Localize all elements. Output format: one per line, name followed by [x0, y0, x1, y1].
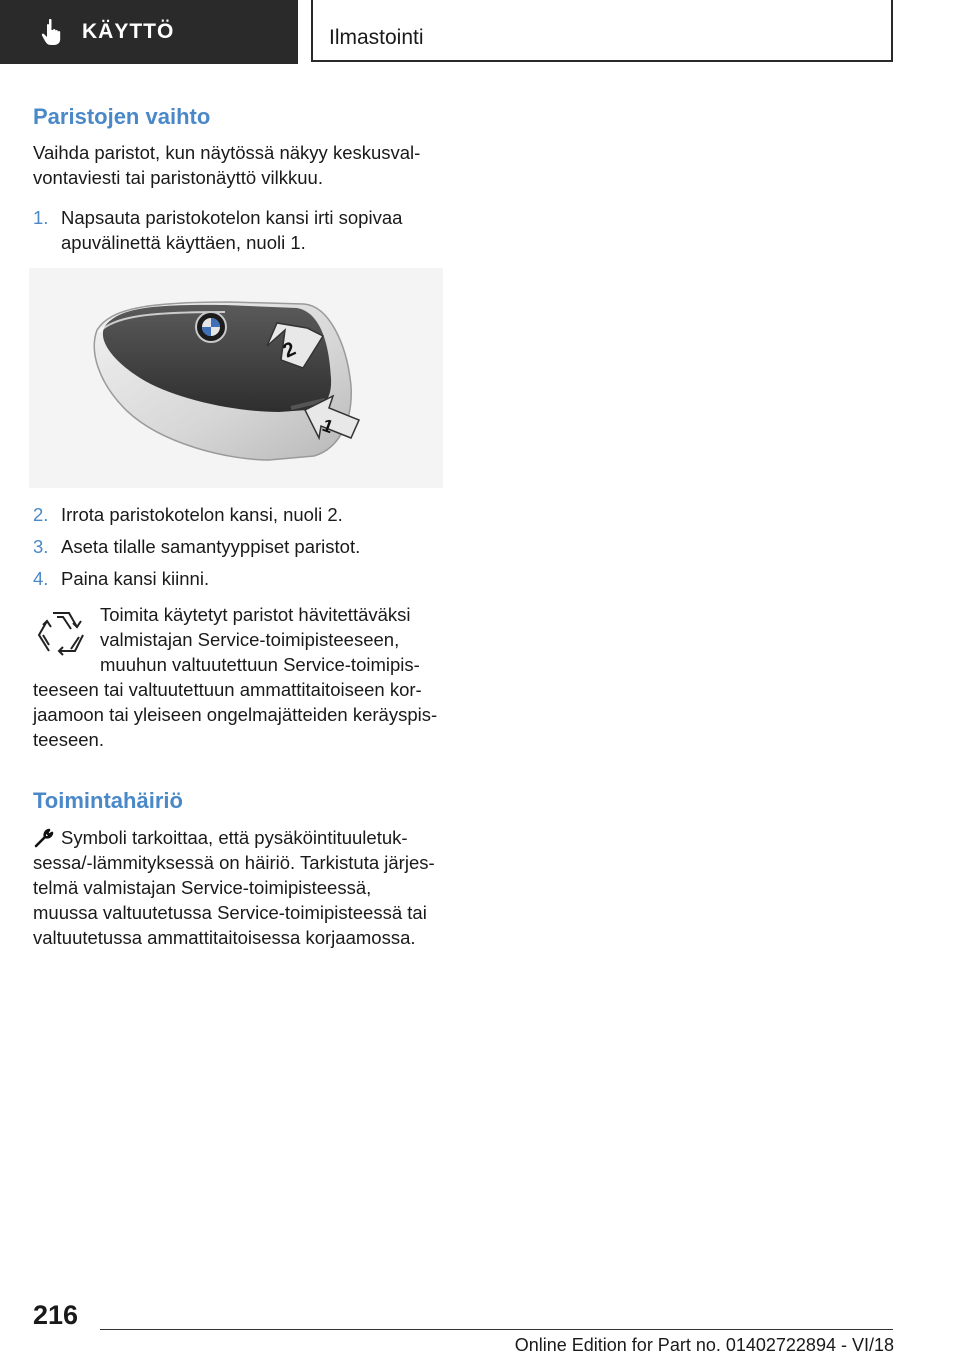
edition-note: Online Edition for Part no. 01402722894 - VI/18: [514, 1335, 894, 1355]
malfunction-line-2: sessa/-lämmityksessä on häiriö. Tarkistuta järjes-: [33, 852, 435, 873]
disposal-line-3: muuhun valtuutettuun Service-toimipis-: [100, 654, 420, 675]
battery-intro: [33, 140, 453, 190]
malfunction-line-3: telmä valmistajan Service-toimipisteessä,: [33, 877, 372, 898]
step-1: [33, 205, 453, 255]
disposal-line-4: teeseen tai valtuutettuun ammattitaitoiseen kor-: [33, 679, 422, 700]
section-header: [311, 0, 893, 62]
step-1-line-1: Napsauta paristokotelon kansi irti sopivaa: [61, 207, 403, 228]
step-text: Aseta tilalle samantyyppiset paristot.: [61, 536, 361, 557]
battery-intro-line-2: vontaviesti tai paristonäyttö vilkkuu.: [33, 167, 323, 188]
disposal-line-2: valmistajan Service-toimipisteeseen,: [100, 629, 400, 650]
key-fob-drawing: [29, 268, 443, 488]
pointing-hand-icon: [38, 17, 68, 47]
malfunction-line-1: Symboli tarkoittaa, että pysäköintituuletuk-: [61, 827, 408, 848]
step-text: Irrota paristokotelon kansi, nuoli 2.: [61, 504, 343, 525]
page-number: 216: [33, 1300, 79, 1330]
step-2: [33, 502, 453, 527]
disposal-line-6: teeseen.: [33, 729, 104, 750]
step-number: 1.: [33, 207, 49, 228]
step-text: [61, 205, 453, 255]
step-number: 4.: [33, 568, 49, 589]
battery-intro-line-1: Vaihda paristot, kun näytössä näkyy keskusval-: [33, 142, 421, 163]
battery-heading: Paristojen vaihto: [33, 104, 211, 129]
malfunction-line-5: valtuutetussa ammattitaitoisessa korjaamossa.: [33, 927, 416, 948]
malfunction-heading: Toimintahäiriö: [33, 788, 183, 813]
chapter-tab-label: KÄYTTÖ: [82, 20, 175, 43]
step-text: Paina kansi kiinni.: [61, 568, 210, 589]
disposal-line-5: jaamoon tai yleiseen ongelmajätteiden keräyspis-: [33, 704, 438, 725]
arrow-2-label: 2: [279, 337, 300, 363]
malfunction-line-4: muussa valtuutetussa Service-toimipisteessä tai: [33, 902, 427, 923]
chapter-tab[interactable]: [0, 0, 298, 64]
arrow-1-label: 1: [319, 414, 336, 438]
malfunction-text: [33, 825, 453, 950]
step-number: 3.: [33, 536, 49, 557]
disposal-note: [33, 602, 453, 752]
footer-divider: [100, 1329, 893, 1330]
key-fob-illustration: [29, 268, 443, 488]
step-3: [33, 534, 453, 559]
section-title: Ilmastointi: [329, 26, 424, 49]
step-4: [33, 566, 453, 591]
step-1-line-2: apuvälinettä käyttäen, nuoli 1.: [61, 232, 306, 253]
step-number: 2.: [33, 504, 49, 525]
disposal-line-1: Toimita käytetyt paristot hävitettäväksi: [100, 604, 411, 625]
